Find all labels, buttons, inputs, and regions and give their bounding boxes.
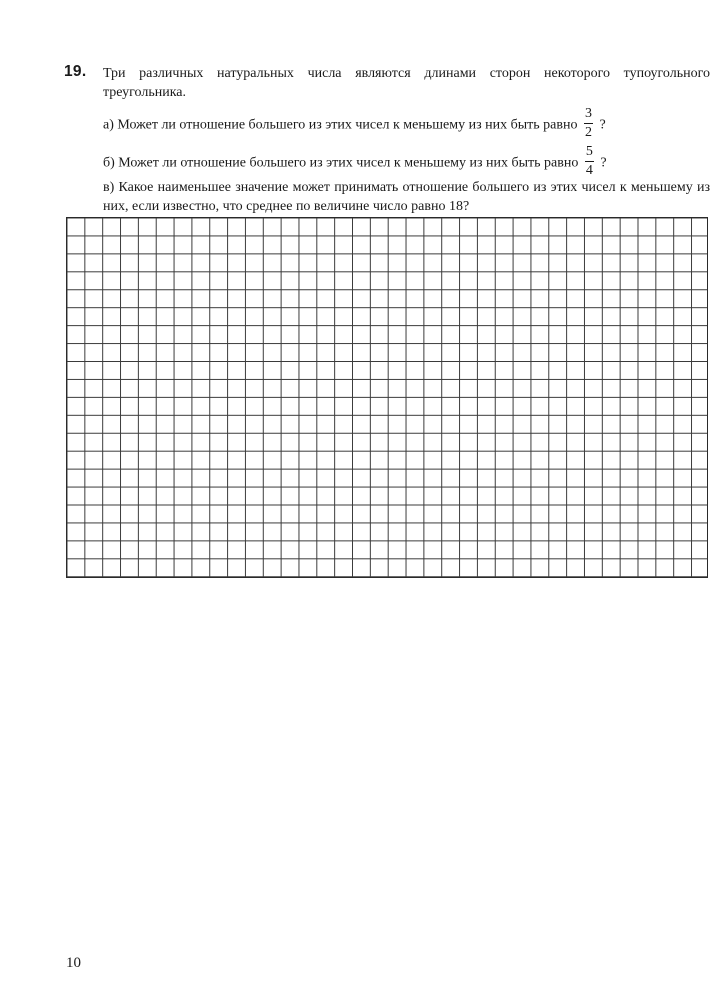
fraction-numerator: 3 (584, 106, 593, 124)
question-v: в) Какое наименьшее значение может принимать отношение большего из этих чисел к меньшему из них, если известно, что среднее по величине число равно 18? (103, 180, 710, 214)
fraction-denominator: 4 (585, 163, 593, 178)
page-number: 10 (66, 955, 81, 971)
fraction-5-4 (585, 144, 594, 179)
question-mark: ? (600, 155, 607, 171)
question-b-text: б) Может ли отношение большего из этих чисел к меньшему из них быть равно (103, 155, 579, 171)
fraction-3-2 (584, 106, 593, 141)
answer-grid[interactable] (66, 217, 708, 578)
question-b (103, 146, 607, 181)
problem-intro: Три различных натуральных числа являются длинами сторон некоторого тупоугольного треугольника. (103, 66, 710, 100)
question-mark: ? (599, 117, 606, 133)
fraction-numerator: 5 (585, 144, 594, 162)
fraction-denominator: 2 (584, 125, 592, 140)
problem-number: 19. (64, 63, 87, 80)
question-a-text: а) Может ли отношение большего из этих чисел к меньшему из них быть равно (103, 117, 578, 133)
question-a (103, 108, 606, 143)
